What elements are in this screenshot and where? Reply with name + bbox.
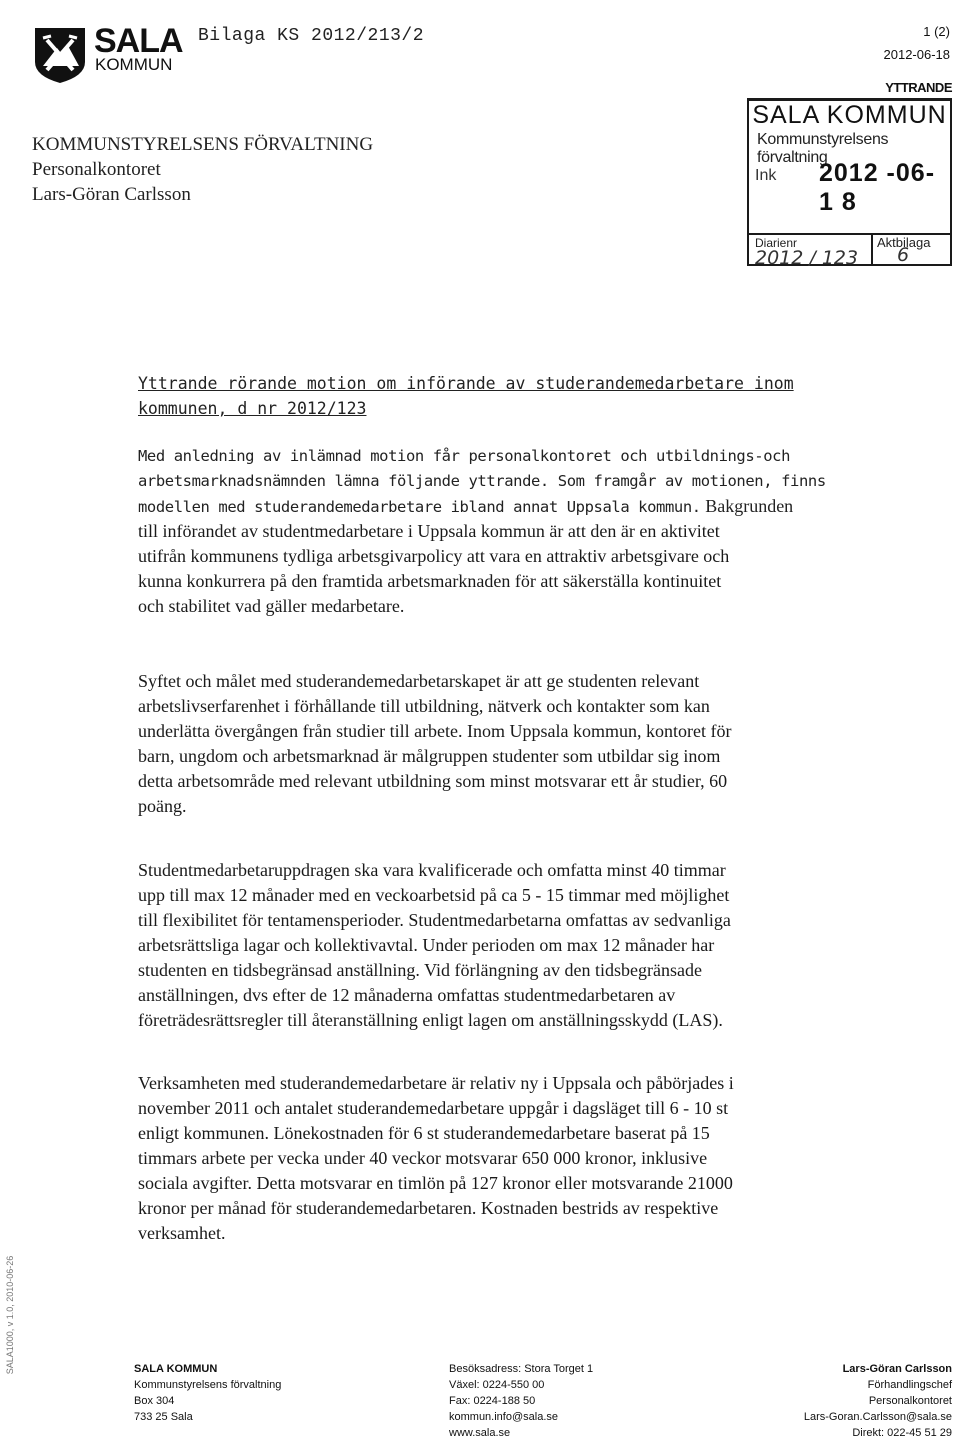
paragraph-line: barn, ungdom och arbetsmarknad är målgruppen studenter som utbildar sig inom	[138, 746, 721, 766]
paragraph-line: och stabilitet vad gäller medarbetare.	[138, 596, 405, 616]
footer-website[interactable]: www.sala.se	[449, 1427, 511, 1439]
paragraph-line: upp till max 12 månader med en veckoarbetsid på ca 5 - 15 timmar med möjlighet	[138, 885, 730, 905]
paragraph-line-tail: Bakgrunden	[700, 496, 794, 516]
paragraph-line: arbetsrättsliga lagar och kollektivavtal. Under perioden om max 12 månader har	[138, 935, 715, 955]
footer-line: Lars-Göran Carlsson	[842, 1363, 952, 1375]
paragraph-line: enligt kommunen. Lönekostnaden för 6 st studerandemedarbetare baserat på 15	[138, 1123, 710, 1143]
stamp-column-divider	[871, 233, 873, 264]
bilaga-reference: Bilaga KS 2012/213/2	[198, 26, 425, 46]
paragraph-1	[138, 444, 928, 520]
footer-line: Box 304	[134, 1395, 175, 1407]
paragraph-1-continued	[138, 519, 938, 619]
paragraph-line: Med anledning av inlämnad motion får personalkontoret och utbildnings-och	[138, 447, 791, 465]
stamp-diarienr-value: 2012 / 123	[755, 247, 859, 269]
paragraph-line: verksamhet.	[138, 1223, 226, 1243]
footer-line: 733 25 Sala	[134, 1411, 193, 1423]
sender-block	[32, 132, 373, 207]
page-number: 1 (2)	[923, 24, 950, 39]
paragraph-line: utifrån kommunens tydliga arbetsgivarpolicy att vara en attraktiv arbetsgivare och	[138, 546, 730, 566]
paragraph-line: studenten en tidsbegränsad anställning. Vid förlängning av den tidsbegränsade	[138, 960, 702, 980]
paragraph-line: arbetsmarknadsnämnden lämna följande yttrande. Som framgår av motionen, finns	[138, 472, 826, 490]
document-title	[138, 371, 918, 421]
sender-name: Lars-Göran Carlsson	[32, 184, 191, 205]
paragraph-line: Verksamheten med studerandemedarbetare är relativ ny i Uppsala och påbörjades i	[138, 1073, 734, 1093]
footer-line: Direkt: 022-45 51 29	[852, 1427, 952, 1439]
stamp-aktbilaga-label: Aktbilaga	[877, 235, 931, 250]
stamp-date: 2012 -06- 1 8	[819, 159, 936, 216]
document-type: YTTRANDE	[885, 80, 952, 95]
paragraph-line: modellen med studerandemedarbetare ibland annat Uppsala kommun.	[138, 498, 701, 516]
paragraph-line: underlätta övergången från studier till arbete. Inom Uppsala kommun, kontoret för	[138, 721, 732, 741]
paragraph-line: kunna konkurrera på den framtida arbetsmarknaden för att säkerställa kontinuitet	[138, 571, 722, 591]
paragraph-line: arbetslivserfarenhet i förhållande till utbildning, nätverk och kontakter som kan	[138, 696, 710, 716]
paragraph-line: poäng.	[138, 796, 187, 816]
title-line-1: Yttrande rörande motion om införande av studerandemedarbetare inom	[138, 374, 794, 393]
paragraph-4	[138, 1071, 938, 1246]
received-stamp	[747, 98, 952, 269]
footer-line: Personalkontoret	[868, 1395, 952, 1407]
paragraph-3	[138, 858, 938, 1033]
paragraph-line: företrädesrättsregler till återanställning enligt lagen om anställningsskydd (LAS).	[138, 1010, 723, 1030]
sender-org: KOMMUNSTYRELSENS FÖRVALTNING	[32, 134, 374, 155]
footer-line: SALA KOMMUN	[134, 1363, 218, 1375]
stamp-title: SALA KOMMUN	[752, 101, 947, 129]
footer-line: Besöksadress: Stora Torget 1	[449, 1363, 594, 1375]
footer-line: Kommunstyrelsens förvaltning	[134, 1379, 282, 1391]
paragraph-line: anställningen, dvs efter de 12 månaderna omfattas studentmedarbetaren av	[138, 985, 676, 1005]
template-side-code: SALA1000, v 1.0, 2010-06-26	[5, 1255, 15, 1375]
paragraph-line: timmars arbete per vecka under 40 veckor motsvarar 650 000 kronor, inklusive	[138, 1148, 708, 1168]
footer-email[interactable]: kommun.info@sala.se	[449, 1411, 558, 1423]
paragraph-line: till införandet av studentmedarbetare i Uppsala kommun är att den är en aktivitet	[138, 521, 720, 541]
paragraph-line: kronor per månad för studerandemedarbetaren. Kostnaden bestrids av respektive	[138, 1198, 719, 1218]
logo-subtitle: KOMMUN	[95, 55, 173, 74]
stamp-subtitle: Kommunstyrelsens förvaltning	[757, 131, 889, 166]
paragraph-line: Studentmedarbetaruppdragen ska vara kvalificerade och omfatta minst 40 timmar	[138, 860, 726, 880]
document-date: 2012-06-18	[883, 47, 950, 62]
stamp-diarienr-label: Diarienr	[755, 236, 798, 250]
paragraph-line: detta arbetsområde med relevant utbildning som minst motsvarar ett år studier, 60	[138, 771, 728, 791]
stamp-ink-label: Ink	[755, 167, 777, 184]
footer-line: Växel: 0224-550 00	[449, 1379, 545, 1391]
paragraph-line: Syftet och målet med studerandemedarbetarskapet är att ge studenten relevant	[138, 671, 700, 691]
footer-person-email[interactable]: Lars-Goran.Carlsson@sala.se	[803, 1411, 952, 1423]
footer-person	[804, 1361, 952, 1441]
kommun-emblem-logo	[33, 26, 87, 84]
footer-contact	[449, 1361, 593, 1441]
paragraph-2	[138, 669, 938, 819]
logo-name: SALA	[94, 22, 183, 60]
title-line-2: kommunen, d nr 2012/123	[138, 399, 367, 418]
footer-line: Fax: 0224-188 50	[449, 1395, 536, 1407]
paragraph-line: sociala avgifter. Detta motsvarar en timlön på 127 kronor eller motsvarande 21000	[138, 1173, 733, 1193]
footer-line: Förhandlingschef	[867, 1379, 952, 1391]
paragraph-line: november 2011 och antalet studerandemedarbetare uppgår i dagsläget till 6 - 10 st	[138, 1098, 729, 1118]
sender-dept: Personalkontoret	[32, 159, 161, 180]
stamp-aktbilaga-value: 6	[897, 244, 910, 266]
paragraph-line: till flexibilitet för tentamensperioder. Studentmedarbetarna omfattas av sedvanliga	[138, 910, 731, 930]
footer-organisation	[134, 1361, 281, 1425]
